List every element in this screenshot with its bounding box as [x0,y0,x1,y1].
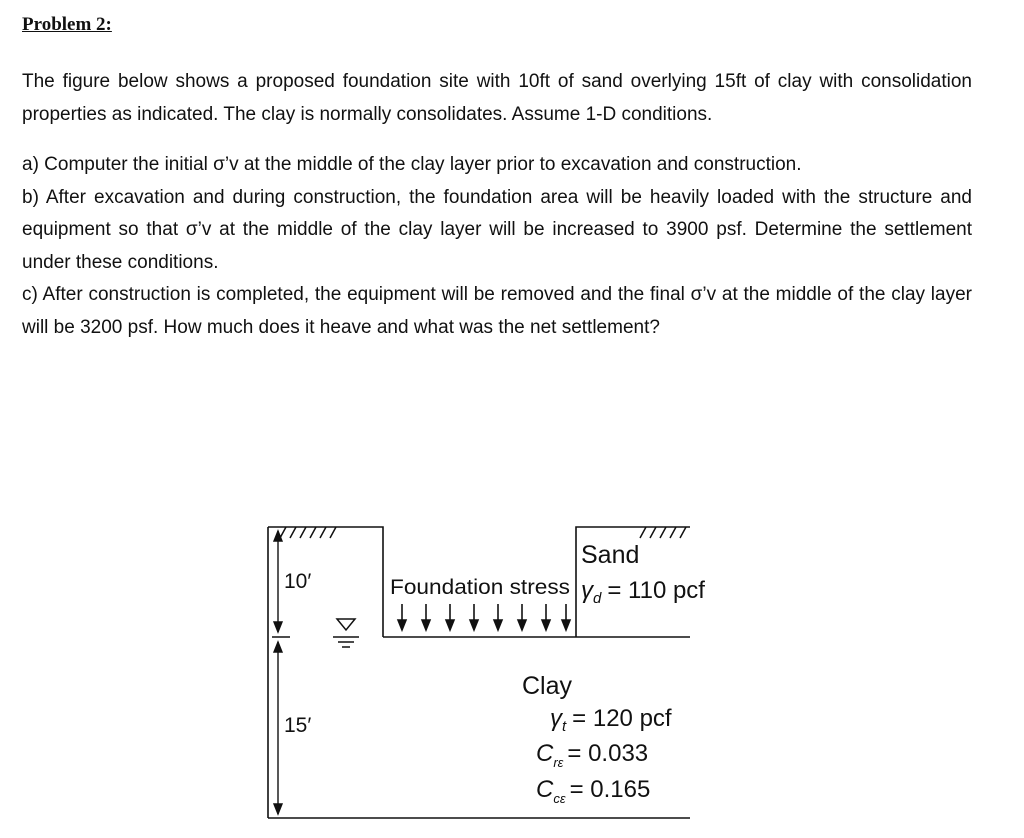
foundation-stress-label: Foundation stress [390,576,570,599]
problem-parts [22,149,972,344]
sand-dimension-line [272,531,290,637]
gamma-symbol: γ [550,705,562,732]
sand-thickness-label: 10′ [284,570,312,593]
clay-recompression-index [536,740,648,770]
cc-symbol: C [536,776,554,803]
sand-unit-weight [581,577,705,607]
ground-hatch-right [640,527,686,538]
problem-title: Problem 2: [22,14,112,35]
cc-value: = 0.165 [569,776,651,803]
gamma-subscript: t [562,718,567,735]
problem-intro: The figure below shows a proposed foundation site with 10ft of sand overlying 15ft of clay with consolidation properties as indicated. The clay is normally consolidates. Assume 1-D conditions. [22,71,972,125]
soil-profile-outline [268,527,690,818]
clay-label: Clay [522,672,573,700]
part-a: a) Computer the initial σ’v at the middle of the clay layer prior to excavation and construction. [22,154,802,175]
cr-value: = 0.033 [567,740,649,767]
ground-hatch-left [280,527,336,538]
sand-label: Sand [581,541,640,569]
gamma-value: = 110 pcf [607,577,705,604]
cr-symbol: C [536,740,554,767]
gamma-value: = 120 pcf [572,705,672,732]
clay-unit-weight [550,705,672,735]
clay-compression-index [536,776,650,806]
gamma-subscript: d [593,590,602,607]
part-b: b) After excavation and during construction, the foundation area will be heavily loaded with the structure and equipment so that σ’v at the middle of the clay layer will be increased to 3900 psf. Determine the settlement under these conditions. [22,186,972,273]
gamma-symbol: γ [581,577,593,604]
cr-subscript: rε [553,755,564,770]
part-c: c) After construction is completed, the equipment will be removed and the final σ’v at the middle of the clay layer will be 3200 psf. How much does it heave and what was the net settlement? [22,284,972,338]
cc-subscript: cε [553,791,566,806]
clay-dimension-line [274,642,282,814]
clay-thickness-label: 15′ [284,714,312,737]
water-table-icon [333,619,359,647]
foundation-stress-arrows [398,604,570,630]
